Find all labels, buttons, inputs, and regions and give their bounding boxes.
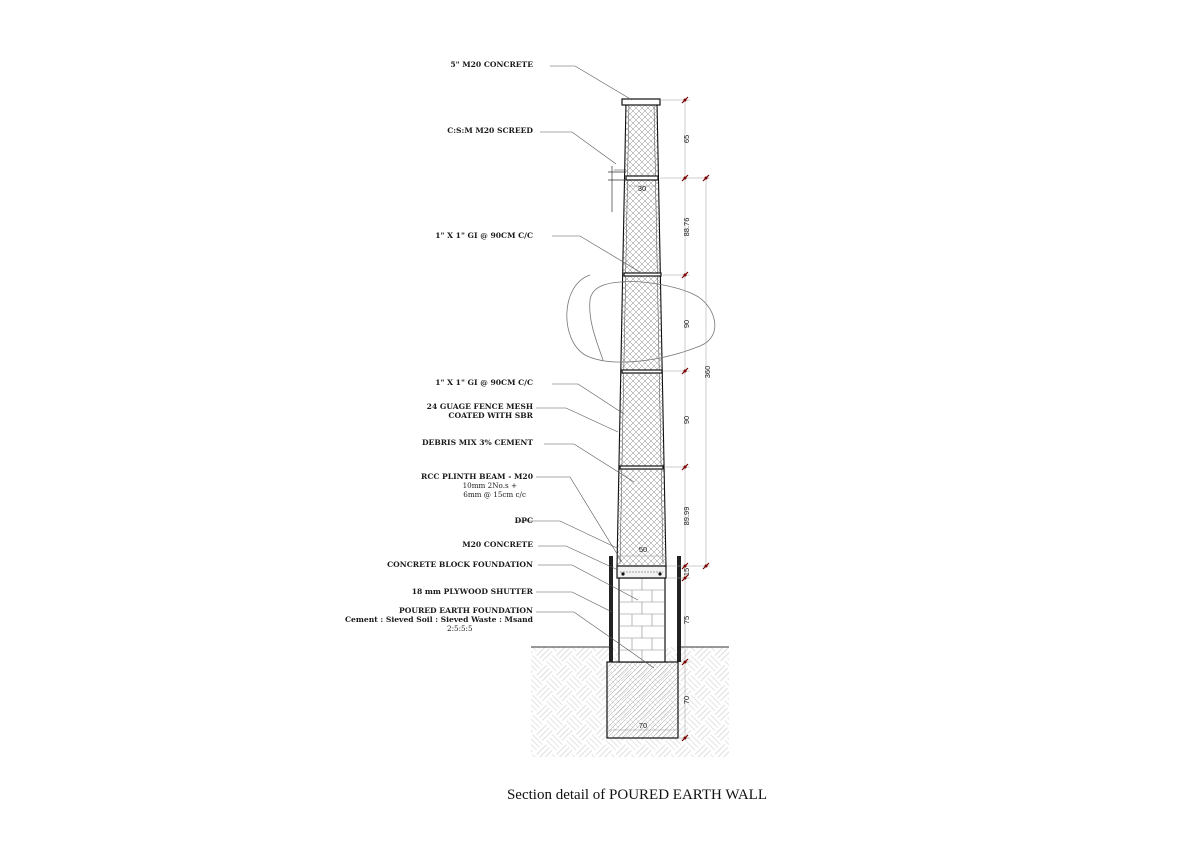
dim-75: 75 [682, 615, 691, 625]
label-poured-earth-foundation: POURED EARTH FOUNDATION [399, 606, 533, 615]
rcc-plinth-beam [617, 566, 666, 578]
label-plinth-rebar: 10mm 2No.s + [462, 481, 517, 490]
dim-90-upper: 90 [682, 319, 691, 329]
label-mix-ratio: 2:5:5:5 [447, 624, 473, 633]
label-fence-mesh: 24 GUAGE FENCE MESH [426, 402, 533, 411]
label-debris-mix: DEBRIS MIX 3% CEMENT [421, 438, 533, 447]
drawing-title: Section detail of POURED EARTH WALL [506, 787, 768, 803]
dim-360: 360 [703, 365, 712, 379]
dim-30: 30 [637, 184, 647, 193]
material-labels [345, 60, 534, 633]
dim-50: 50 [638, 545, 648, 554]
label-plinth-beam: RCC PLINTH BEAM - M20 [421, 472, 533, 481]
dim-90-lower: 90 [682, 415, 691, 425]
label-gi-lower: 1" X 1" GI @ 90CM C/C [435, 378, 533, 387]
label-plinth-stirrups: 6mm @ 15cm c/c [463, 490, 526, 499]
concrete-block-foundation [619, 578, 665, 662]
top-concrete [622, 99, 660, 105]
label-dpc: DPC [514, 516, 533, 525]
label-screed: C:S:M M20 SCREED [447, 126, 533, 135]
dim-70-vertical: 70 [682, 695, 691, 705]
dim-15: 15 [682, 567, 691, 577]
label-gi-upper: 1" X 1" GI @ 90CM C/C [435, 231, 533, 240]
label-m20-concrete: M20 CONCRETE [462, 540, 533, 549]
label-5in-m20-concrete: 5" M20 CONCRETE [450, 60, 533, 69]
dim-89-99: 89.99 [682, 506, 691, 526]
label-block-foundation: CONCRETE BLOCK FOUNDATION [387, 560, 533, 569]
dim-88-76: 88.76 [682, 217, 691, 237]
label-mix-ratio-components: Cement : Sieved Soil : Sieved Waste : Msand [345, 615, 533, 624]
dim-65: 65 [682, 134, 691, 144]
label-plywood-shutter: 18 mm PLYWOOD SHUTTER [411, 587, 533, 596]
dim-70-horizontal: 70 [638, 721, 648, 730]
label-fence-mesh-coated: COATED WITH SBR [448, 411, 533, 420]
screed-detail [608, 166, 626, 212]
